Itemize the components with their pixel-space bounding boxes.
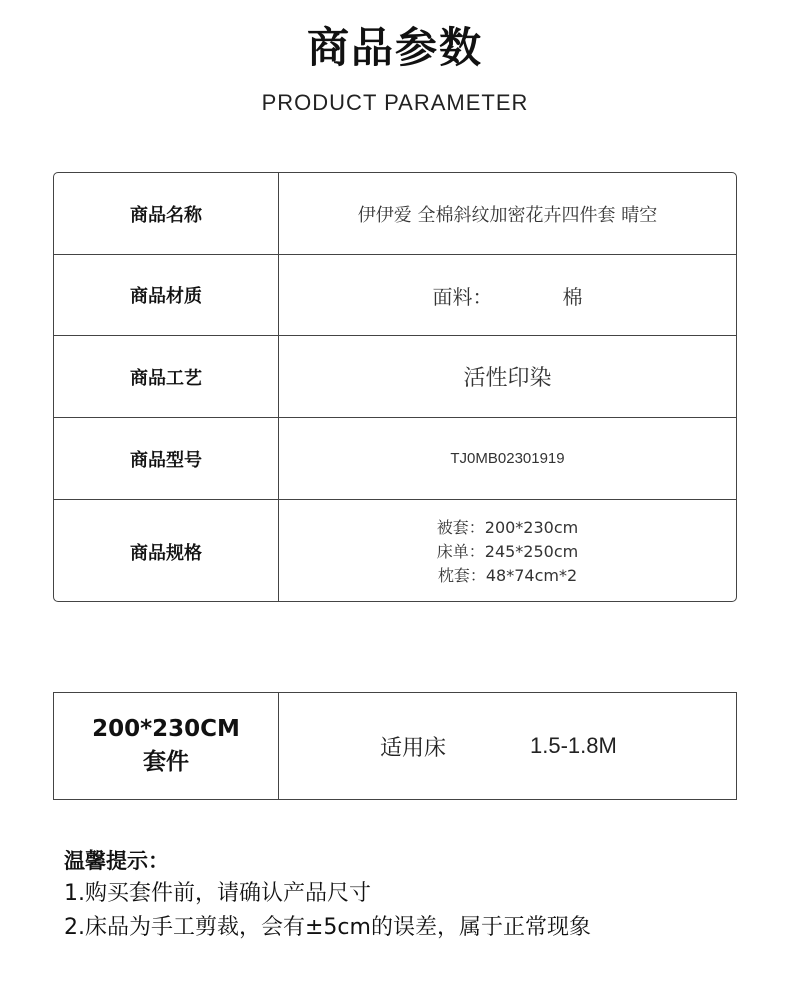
param-label-model: 商品型号 — [54, 418, 279, 499]
page-title: 商品参数 — [306, 23, 483, 72]
notice-line-2: 2.床品为手工剪裁，会有±5cm的误差，属于正常现象 — [64, 915, 591, 940]
spec-line-duvet: 被套：200*230cm — [436, 517, 579, 537]
param-row-specs — [54, 500, 736, 602]
param-row-model — [54, 418, 736, 500]
page-subtitle: PRODUCT PARAMETER — [261, 90, 529, 115]
size-label — [54, 693, 279, 799]
size-value — [279, 693, 736, 799]
bed-fit-value: 1.5-1.8M — [530, 733, 617, 758]
material-value: 棉 — [562, 284, 583, 309]
notice-line-1: 1.购买套件前，请确认产品尺寸 — [64, 881, 371, 906]
notice-title: 温馨提示： — [64, 849, 169, 873]
notice-block — [64, 845, 591, 945]
size-table — [53, 692, 737, 800]
param-value-material — [279, 255, 736, 335]
param-value-specs — [279, 500, 736, 602]
param-row-name — [54, 173, 736, 255]
param-label-craft: 商品工艺 — [54, 336, 279, 417]
param-value-model: TJ0MB02301919 — [450, 450, 565, 467]
size-dimension: 200*230CM — [92, 716, 240, 742]
param-label-name: 商品名称 — [54, 173, 279, 254]
size-set-label: 套件 — [143, 749, 189, 775]
param-label-material: 商品材质 — [54, 255, 279, 335]
param-label-specs: 商品规格 — [54, 500, 279, 602]
param-row-craft — [54, 336, 736, 418]
spec-line-pillowcase: 枕套：48*74cm*2 — [437, 565, 578, 585]
bed-fit-label: 适用床 — [380, 735, 447, 761]
spec-line-sheet: 床单：245*250cm — [436, 541, 579, 561]
parameter-table — [53, 172, 737, 602]
material-key: 面料： — [432, 284, 493, 309]
param-value-name: 伊伊爱 全棉斜纹加密花卉四件套 晴空 — [357, 204, 658, 226]
param-value-craft: 活性印染 — [463, 366, 552, 391]
param-row-material — [54, 255, 736, 336]
